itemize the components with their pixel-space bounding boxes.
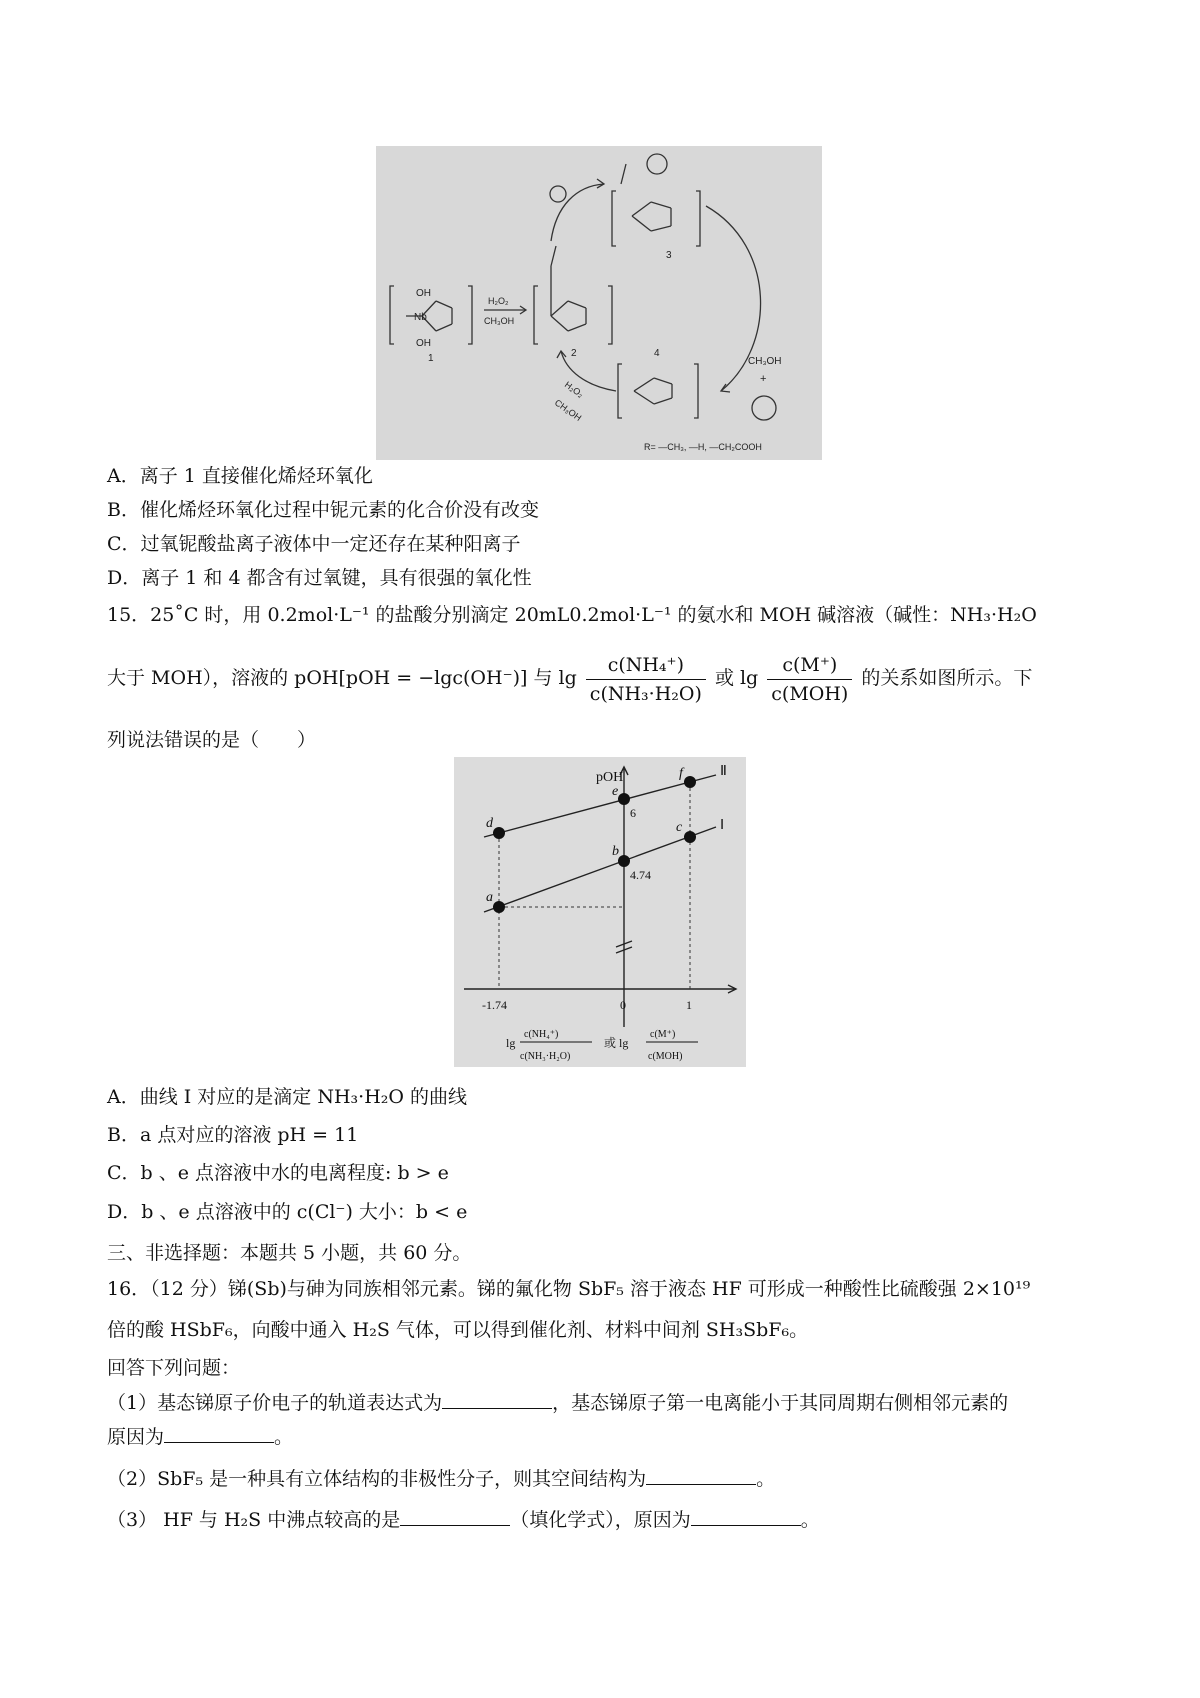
q16-part1-d: 。 [274,1426,294,1448]
species-3-number: 3 [666,250,672,261]
point-f [684,776,696,788]
value-label-6: 6 [630,806,636,820]
ratio-nh4-fraction [586,651,706,708]
q15-stem-line2 [107,648,1032,708]
curve-i-line [484,827,716,912]
q15-stem-line3: 列说法错误的是（ ） [107,729,317,751]
q15-option-c: C．b 、e 点溶液中水的电离程度: b > e [107,1162,449,1184]
y-axis-label: pOH [596,770,624,785]
catalytic-cycle-diagram [376,146,822,460]
product-ch3oh: CH₃OH [748,356,782,367]
point-e-label: e [612,784,619,799]
answer-blank-2[interactable] [164,1424,274,1443]
poh-chart-svg [454,757,746,1067]
x-tick-neg-1-74: -1.74 [482,998,507,1012]
q15-or-lg: 或 lg [714,667,759,689]
x-tick-1: 1 [686,998,692,1012]
q15-option-a: A．曲线 I 对应的是滴定 NH₃·H₂O 的曲线 [107,1086,467,1108]
point-b [618,855,630,867]
q16-part3-a: （3） HF 与 H₂S 中沸点较高的是 [107,1509,401,1531]
q16-line3: 回答下列问题： [107,1357,241,1379]
reagent-ch3oh: CH₃OH [484,316,515,326]
point-c [684,831,696,843]
answer-blank-4[interactable] [400,1507,510,1526]
q15-option-b: B．a 点对应的溶液 pH = 11 [107,1124,359,1146]
answer-blank-5[interactable] [691,1507,801,1526]
q14-option-a: A．离子 1 直接催化烯烃环氧化 [107,465,373,487]
q16-part1-c: 原因为 [107,1426,165,1448]
q16-part2-b: 。 [756,1468,776,1490]
svg-text:OH: OH [416,338,431,349]
q16-part3-c: 。 [800,1509,820,1531]
x-label-nh4-den: c(NH₃·H₂O) [520,1051,571,1062]
q15-stem-part-a: 大于 MOH），溶液的 pOH[pOH = −lgc(OH⁻)] 与 lg [107,667,577,689]
q16-part3 [107,1507,820,1533]
point-e [618,793,630,805]
point-a [493,901,505,913]
x-label-m-den: c(MOH) [648,1051,683,1062]
q15-stem-line1: 15．25˚C 时，用 0.2mol·L⁻¹ 的盐酸分别滴定 20mL0.2mol·L⁻¹ 的氨水和 MOH 碱溶液（碱性：NH₃·H₂O [107,604,1037,626]
q15-stem-part-b: 的关系如图所示。下 [861,667,1033,689]
point-d-label: d [486,816,493,831]
q16-line1: 16．（12 分）锑(Sb)与砷为同族相邻元素。锑的氟化物 SbF₅ 溶于液态 HF 可形成一种酸性比硫酸强 2×10¹⁹ [107,1278,1031,1300]
q16-part3-b: （填化学式），原因为 [510,1509,691,1531]
species-1-number: 1 [428,353,434,364]
q16-line2: 倍的酸 HSbF₆，向酸中通入 H₂S 气体，可以得到催化剂、材料中间剂 SH₃SbF₆。 [107,1319,809,1341]
q15-option-d: D．b 、e 点溶液中的 c(Cl⁻) 大小：b < e [107,1201,468,1223]
section-3-heading: 三、非选择题：本题共 5 小题，共 60 分。 [107,1242,472,1264]
x-label-m-num: c(M⁺) [650,1029,676,1040]
q14-option-c: C．过氧铌酸盐离子液体中一定还存在某种阳离子 [107,533,521,555]
point-f-label: f [679,766,683,781]
point-b-label: b [612,844,619,859]
point-d [493,827,505,839]
ratio-m-denominator: c(MOH) [771,682,849,705]
nb-label: Nb [414,312,427,323]
q16-part1-b: ，基态锑原子第一电离能小于其同周期右侧相邻元素的 [552,1392,1009,1414]
svg-text:OH: OH [416,288,431,299]
species-4-number: 4 [654,348,660,359]
point-c-label: c [676,820,683,835]
q16-part1-cont [107,1424,293,1450]
point-a-label: a [486,890,493,905]
q16-part1-a: （1）基态锑原子价电子的轨道表达式为 [107,1392,443,1414]
series-ii-name: Ⅱ [720,764,727,779]
ratio-nh4-denominator: c(NH₃·H₂O) [589,682,702,705]
catalytic-cycle-figure [376,146,822,460]
reagent-h2o2: H₂O₂ [488,296,509,306]
answer-blank-3[interactable] [646,1466,756,1485]
ratio-m-fraction [767,651,852,708]
species-2-number: 2 [571,348,577,359]
poh-chart [454,757,746,1067]
answer-blank-1[interactable] [442,1390,552,1409]
ratio-nh4-numerator: c(NH₄⁺) [586,651,706,680]
q16-part2-a: （2）SbF₅ 是一种具有立体结构的非极性分子，则其空间结构为 [107,1468,647,1490]
x-label-lg-a: lg [506,1036,516,1050]
x-label-or: 或 lg [604,1036,629,1050]
q16-part2 [107,1466,775,1492]
product-plus: + [760,373,767,385]
q14-option-d: D．离子 1 和 4 都含有过氧键，具有很强的氧化性 [107,567,532,589]
r-group-definition: R= —CH₃, —H, —CH₂COOH [644,442,762,452]
x-tick-0: 0 [620,998,626,1012]
series-i-name: Ⅰ [720,818,725,833]
reagent-h2o2-return: H₂O₂ [562,379,586,400]
value-label-4-74: 4.74 [630,868,651,882]
ratio-m-numerator: c(M⁺) [767,651,852,680]
x-label-nh4-num: c(NH₄⁺) [524,1029,559,1040]
q14-option-b: B．催化烯烃环氧化过程中铌元素的化合价没有改变 [107,499,539,521]
q16-part1 [107,1390,1008,1416]
reagent-ch3oh-return: CH₃OH [552,397,584,423]
